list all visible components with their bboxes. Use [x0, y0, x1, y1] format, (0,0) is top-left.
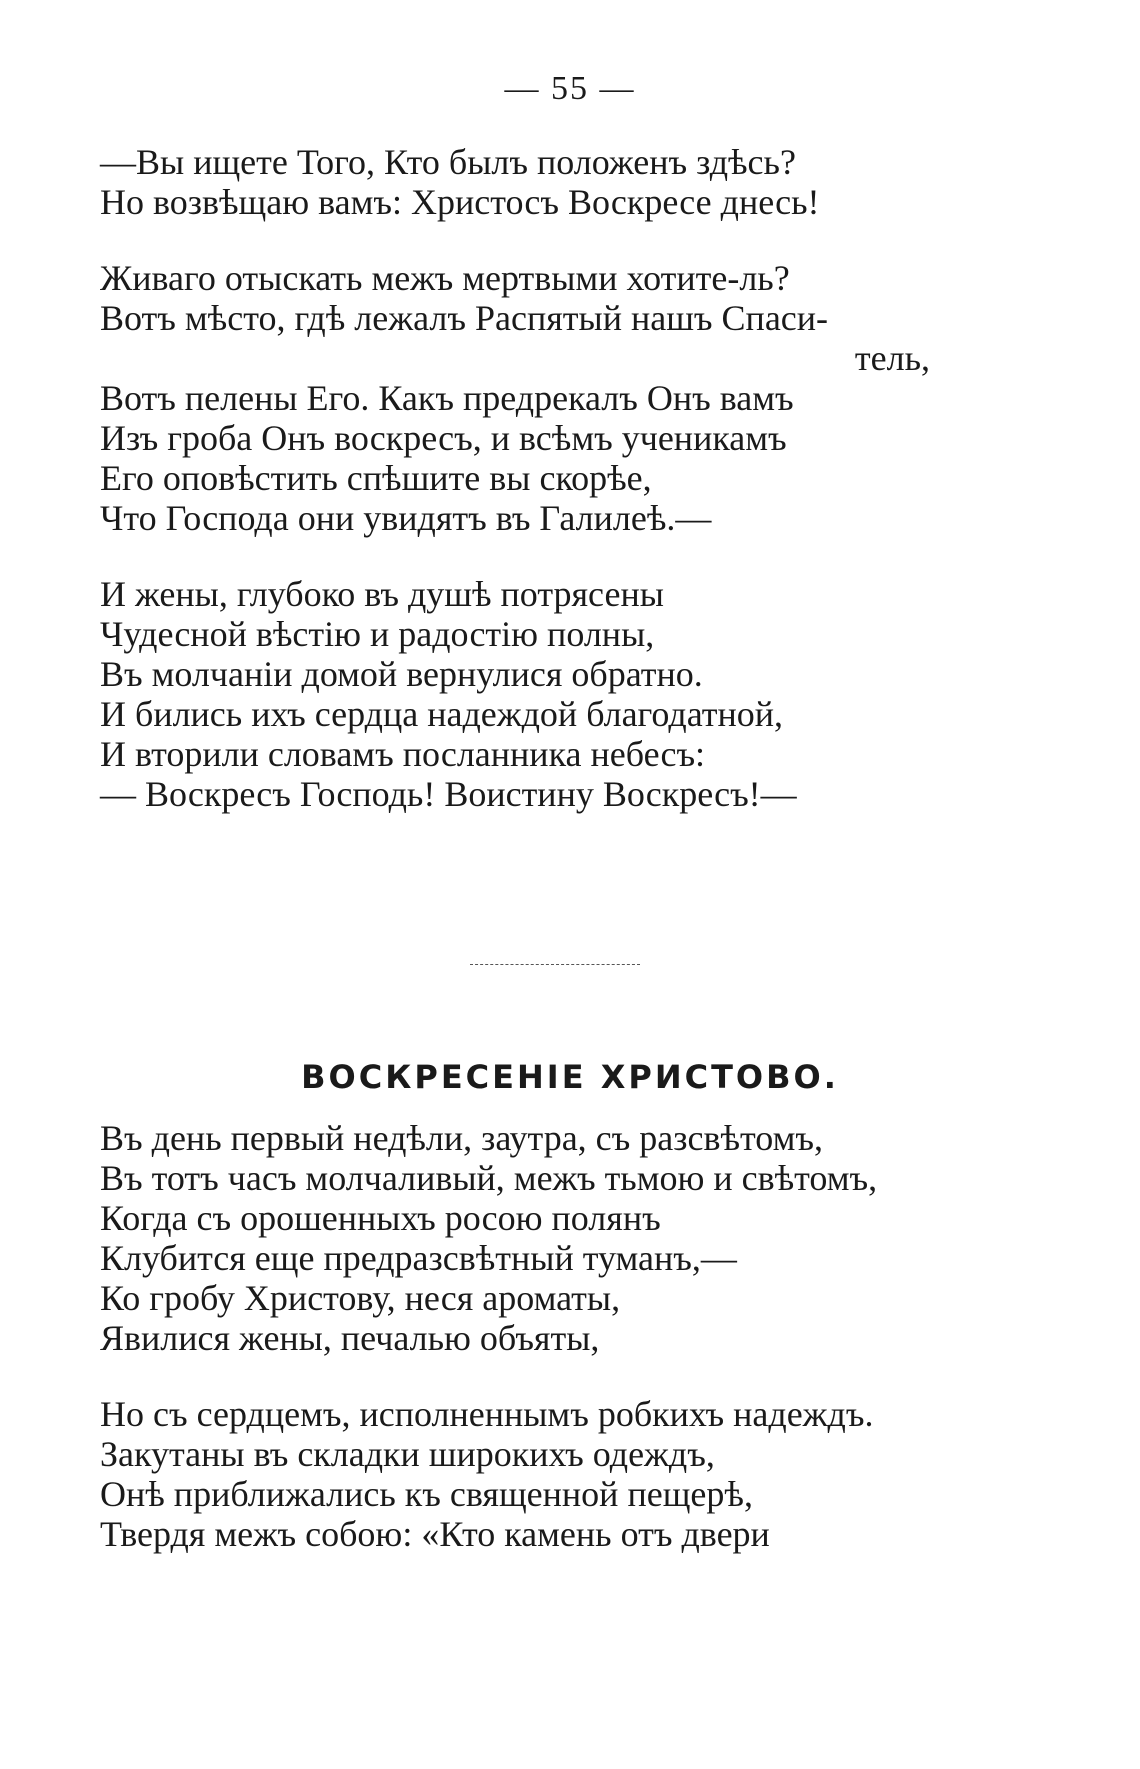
poem-line: Ко гробу Христову, неся ароматы, — [100, 1278, 621, 1318]
poem-line: Живаго отыскать межъ мертвыми хотите-ль? — [100, 258, 790, 298]
poem-line: —Вы ищете Того, Кто былъ положенъ здѣсь? — [100, 142, 796, 182]
poem-line: Изъ гроба Онъ воскресъ, и всѣмъ ученикамъ — [100, 418, 787, 458]
poem-line: Его оповѣстить спѣшите вы скорѣе, — [100, 458, 652, 498]
section-divider — [470, 964, 640, 965]
stanza — [100, 1394, 1060, 1554]
poem-part-2 — [100, 1118, 1060, 1554]
poem-title: ВОСКРЕСЕНІЕ ХРИСТОВО. — [301, 1058, 839, 1096]
poem-line: Но возвѣщаю вамъ: Христосъ Воскресе днесь! — [100, 182, 820, 222]
page-number: — 55 — — [504, 70, 636, 107]
poem-line: И вторили словамъ посланника небесъ: — [100, 734, 706, 774]
poem-line: — Воскресъ Господь! Воистину Воскресъ!— — [100, 774, 797, 814]
poem-line: Вотъ мѣсто, гдѣ лежалъ Распятый нашъ Спаси- — [100, 298, 829, 338]
poem-part-1 — [100, 142, 1060, 814]
poem-line: Когда съ орошенныхъ росою полянъ — [100, 1198, 661, 1238]
poem-line: Онѣ приближались къ священной пещерѣ, — [100, 1474, 753, 1514]
poem-line-hyphen-continuation: тель, — [854, 338, 930, 378]
stanza — [100, 142, 1060, 222]
stanza — [100, 574, 1060, 814]
stanza — [100, 1118, 1060, 1358]
poem-line: Что Господа они увидятъ въ Галилеѣ.— — [100, 498, 712, 538]
poem-line: Чудесной вѣстію и радостію полны, — [100, 614, 655, 654]
poem-line: Въ молчаніи домой вернулися обратно. — [100, 654, 703, 694]
stanza — [100, 258, 1060, 538]
poem-line: Закутаны въ складки широкихъ одеждъ, — [100, 1434, 715, 1474]
poem-line: И жены, глубоко въ душѣ потрясены — [100, 574, 664, 614]
poem-line: Въ тотъ часъ молчаливый, межъ тьмою и свѣтомъ, — [100, 1158, 878, 1198]
poem-line: Явилися жены, печалью объяты, — [100, 1318, 600, 1358]
poem-line: И бились ихъ сердца надеждой благодатной, — [100, 694, 784, 734]
poem-line: Но съ сердцемъ, исполненнымъ робкихъ надеждъ. — [100, 1394, 874, 1434]
poem-line: Клубится еще предразсвѣтный туманъ,— — [100, 1238, 737, 1278]
poem-line: Твердя межъ собою: «Кто камень отъ двери — [100, 1514, 770, 1554]
poem-line: Вотъ пелены Его. Какъ предрекалъ Онъ вамъ — [100, 378, 794, 418]
poem-line: Въ день первый недѣли, заутра, съ разсвѣтомъ, — [100, 1118, 823, 1158]
